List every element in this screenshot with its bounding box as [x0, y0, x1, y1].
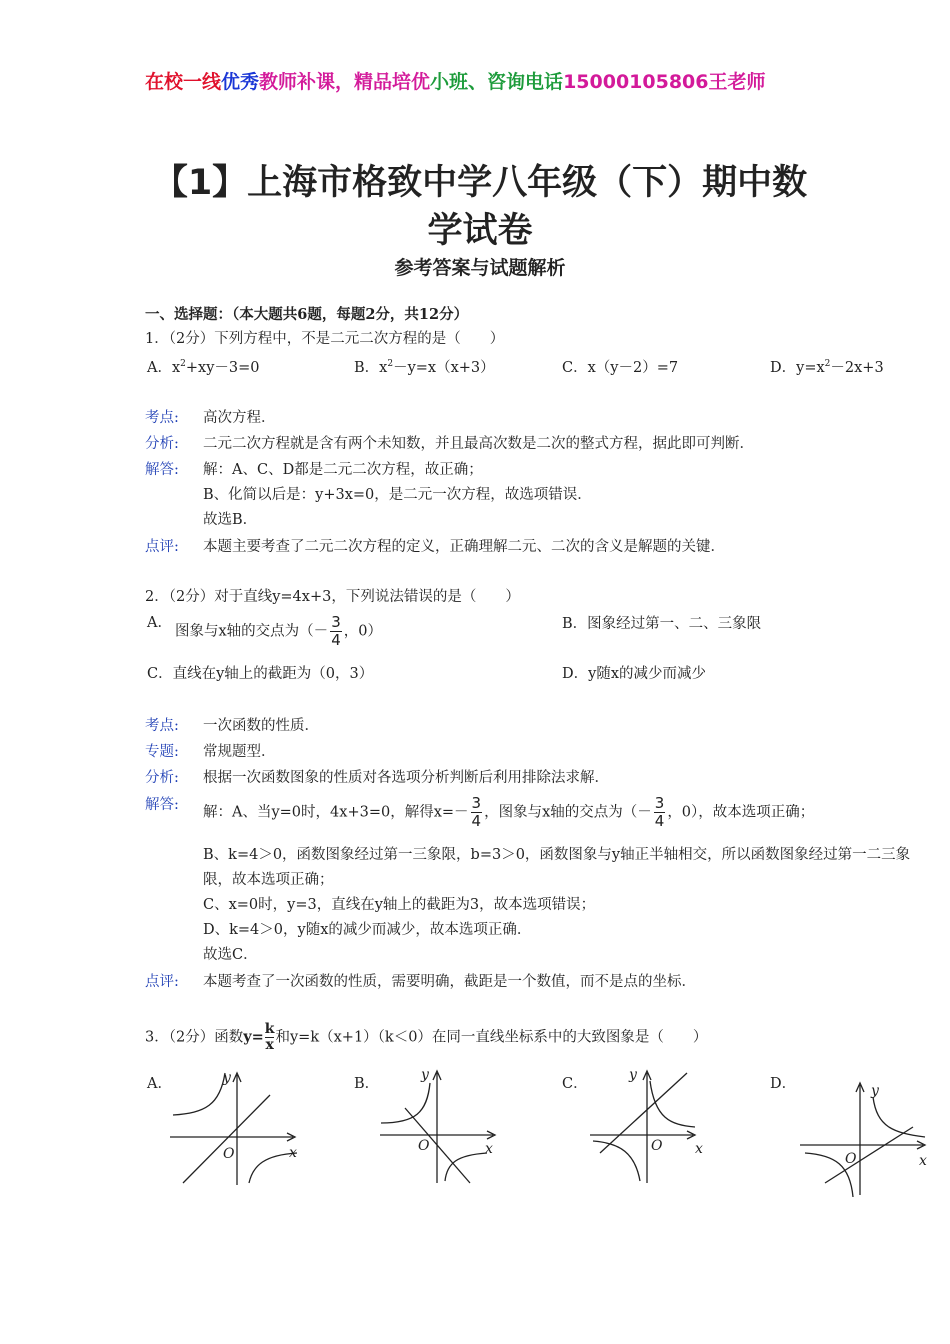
page-title-line-2: 学试卷 — [427, 211, 533, 251]
q3-graph-c — [585, 1063, 725, 1188]
page-title-line-1: 【1】上海市格致中学八年级（下）期中数 — [152, 163, 808, 203]
q2-option-a-label: A． — [147, 615, 172, 631]
q2-dianping-label: 点评: — [145, 974, 179, 990]
q2-fenxi-label: 分析: — [145, 770, 179, 786]
q1-jieda-2: B、化简以后是：y+3x=0，是二元一次方程，故选项错误． — [203, 487, 592, 503]
q2-option-d: D．y随x的减少而减少 — [562, 666, 706, 682]
q1-kaodian-label: 考点: — [145, 410, 179, 426]
q2-kaodian: 一次函数的性质． — [203, 718, 319, 734]
q2-jieda-2: B、k=4＞0，函数图象经过第一三象限，b=3＞0，函数图象与y轴正半轴相交，所以函数图象经过第一二三象 — [203, 847, 911, 863]
q2-option-a: 图象与x轴的交点为（－ $\frac{3}{4}$ ，0） — [175, 613, 382, 649]
q1-option-b: B．$x^2-y=x(x+3)$ — [354, 359, 495, 376]
y-label: y — [871, 1083, 879, 1099]
ad-part-2: 优秀 — [221, 71, 260, 93]
q1-dianping: 本题主要考查了二元二次方程的定义，正确理解二元、二次的含义是解题的关键． — [203, 539, 725, 555]
hyperbola-branch-4 — [445, 1153, 487, 1181]
q3-option-a-label: A． — [147, 1076, 172, 1092]
q2-jieda-1: 解：A、当y=0时，4x+3=0，解得x=－ $\frac{3}{4}$ ，图象与x轴的交点为（－ $\frac{3}{4}$ ，0），故本选项正确； — [203, 794, 815, 830]
hyperbola-branch-3 — [593, 1141, 640, 1181]
ad-part-4: 小班、咨询电话 — [430, 71, 564, 93]
fraction-3-4: $\frac{3}{4}$ — [331, 613, 341, 649]
section-heading: 一、选择题：（本大题共6题，每题2分，共12分） — [145, 306, 469, 323]
q2-jieda-2b: 限，故本选项正确； — [203, 872, 334, 888]
q2-fenxi: 根据一次函数图象的性质对各选项分析判断后利用排除法求解． — [203, 770, 609, 786]
q1-kaodian: 高次方程． — [203, 410, 276, 426]
q1-fenxi: 二元二次方程就是含有两个未知数，并且最高次数是二次的整式方程，据此即可判断． — [203, 436, 754, 452]
y-label: y — [421, 1067, 429, 1083]
q3-graph-d — [795, 1075, 945, 1200]
q3-option-b-label: B． — [354, 1076, 380, 1092]
q2-zhuanti-label: 专题: — [145, 744, 179, 760]
q1-jieda-label: 解答: — [145, 462, 179, 478]
q2-option-b: B．图象经过第一、二、三象限 — [562, 616, 762, 632]
q1-option-d: D．$y=x^2-2x+3$ — [770, 359, 884, 376]
y-label: y — [223, 1070, 231, 1086]
ad-part-1: 在校一线 — [145, 71, 222, 93]
q2-jieda-5: 故选C． — [203, 947, 258, 963]
hyperbola-branch-2 — [173, 1073, 225, 1115]
q2-option-c: C．直线在y轴上的截距为（0，3） — [147, 666, 374, 682]
q2-jieda-label: 解答: — [145, 797, 179, 813]
q2-stem: 2．（2分）对于直线y=4x+3，下列说法错误的是（ ） — [145, 589, 520, 605]
hyperbola-branch-1 — [873, 1097, 925, 1137]
origin-label: O — [223, 1146, 235, 1162]
y-label: y — [629, 1067, 637, 1083]
q3-stem: 3．（2分）函数y= $\frac{k}{x}$ 和y=k（x+1）（k＜0）在同一直线坐标系中的大致图象是（ ） — [145, 1021, 708, 1053]
q1-jieda-3: 故选B． — [203, 512, 258, 528]
page-subtitle: 参考答案与试题解析 — [394, 257, 566, 279]
hyperbola-branch-2 — [381, 1083, 430, 1123]
x-label: x — [919, 1153, 927, 1169]
fraction-3-4: $\frac{3}{4}$ — [471, 794, 482, 830]
q3-option-c-label: C． — [562, 1076, 588, 1092]
q2-jieda-4: D、k=4＞0，y随x的减少而减少，故本选项正确． — [203, 922, 532, 938]
x-label: x — [485, 1141, 493, 1157]
hyperbola-branch-1 — [650, 1081, 695, 1127]
line-graph — [600, 1073, 687, 1153]
q2-jieda-3: C、x=0时，y=3，直线在y轴上的截距为3，故本选项错误； — [203, 897, 596, 913]
line-graph — [825, 1127, 913, 1183]
x-label: x — [289, 1145, 297, 1161]
q1-option-a: A．$x^2+xy-3=0$ — [147, 359, 260, 376]
q1-jieda-1: 解：A、C、D都是二元二次方程，故正确； — [203, 462, 483, 478]
q2-zhuanti: 常规题型． — [203, 744, 276, 760]
header-ad — [145, 70, 825, 94]
fraction-3-4: $\frac{3}{4}$ — [654, 794, 665, 830]
origin-label: O — [845, 1151, 857, 1167]
q3-graph-a — [165, 1065, 305, 1190]
line-graph — [183, 1095, 270, 1183]
origin-label: O — [418, 1138, 430, 1154]
q1-dianping-label: 点评: — [145, 539, 179, 555]
q1-option-c: C．x（y－2）=7 — [562, 360, 679, 376]
ad-part-3: 教师补课，精品培优 — [259, 71, 431, 93]
origin-label: O — [651, 1138, 663, 1154]
ad-part-5: 15000105806王老师 — [563, 71, 766, 93]
q1-fenxi-label: 分析: — [145, 436, 179, 452]
q2-kaodian-label: 考点: — [145, 718, 179, 734]
q2-dianping: 本题考查了一次函数的性质，需要明确，截距是一个数值，而不是点的坐标． — [203, 974, 696, 990]
x-label: x — [695, 1141, 703, 1157]
q3-option-d-label: D． — [770, 1076, 797, 1092]
fraction-k-over-x: $\frac{k}{x}$ — [264, 1021, 275, 1053]
q1-stem: 1．（2分）下列方程中，不是二元二次方程的是（ ） — [145, 331, 505, 347]
q3-graph-b — [375, 1063, 515, 1188]
